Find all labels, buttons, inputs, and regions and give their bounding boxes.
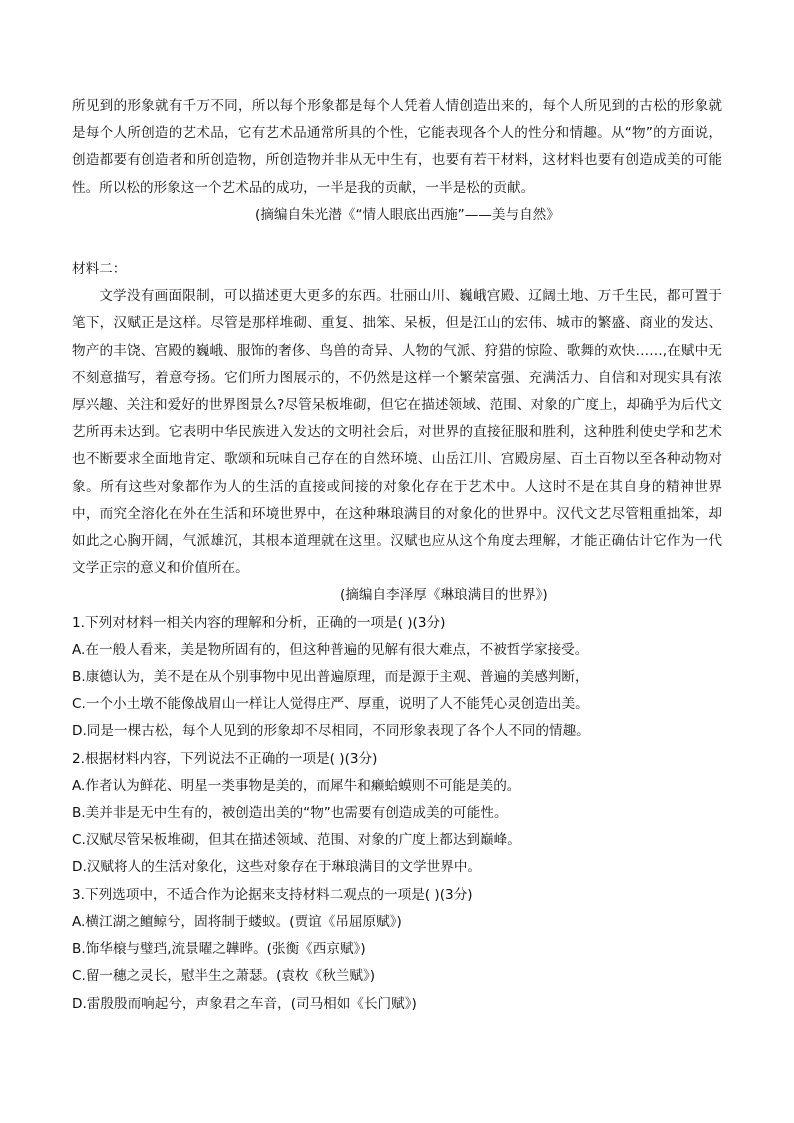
material2-source: (摘编自李泽厚《琳琅满目的世界》) xyxy=(340,587,548,604)
question-1-option-a: A.在一般人看来，美是物所固有的，但这种普遍的见解有很大难点，不被哲学家接受。 xyxy=(72,641,589,658)
question-3-option-a: A.横江湖之鳣鲸兮，固将制于蝼蚁。(贾谊《吊屈原赋》) xyxy=(72,913,402,930)
question-2-option-c: C.汉赋尽管呆板堆砌，但其在描述领域、范围、对象的广度上都达到巅峰。 xyxy=(72,832,521,849)
question-1-stem: 1.下列对材料一相关内容的理解和分析，正确的一项是( )(3分) xyxy=(72,614,446,631)
question-3-option-b: B.饰华榱与璧珰,流景曜之韡晔。(张衡《西京赋》) xyxy=(72,941,366,958)
question-2-option-a: A.作者认为鲜花、明星一类事物是美的，而犀牛和癞蛤蟆则不可能是美的。 xyxy=(72,777,521,794)
question-2-stem: 2.根据材料内容，下列说法不正确的一项是( )(3分) xyxy=(72,750,378,767)
question-2-option-d: D.汉赋将人的生活对象化，这些对象存在于琳琅满目的文学世界中。 xyxy=(72,859,482,876)
material1-paragraph: 所见到的形象就有千万不同，所以每个形象都是每个人凭着人情创造出来的，每个人所见到的古松的形象就是每个人所创造的艺术品，它有艺术品通常所具的个性，它能表现各个人的性分和情趣。从“物”的方面说，创造都要有创造者和所创造物，所创造物并非从无中生有，也要有若干材料，这材料也要有创造成美的可能性。所以松的形象这一个艺术品的成功，一半是我的贡献，一半是松的贡献。 xyxy=(72,98,722,196)
question-2 xyxy=(72,746,722,882)
question-1-option-d: D.同是一棵古松，每个人见到的形象却不尽相同，不同形象表现了各个人不同的情趣。 xyxy=(72,723,590,740)
question-3-option-c: C.留一穗之灵长，慰半生之萧瑟。(袁枚《秋兰赋》) xyxy=(72,968,376,985)
material1-source: (摘编自朱光潜《“情人眼底出西施”——美与自然》 xyxy=(255,206,560,223)
question-3-option-d: D.雷殷殷而响起兮，声象君之车音，(司马相如《长门赋》) xyxy=(72,995,417,1012)
question-1 xyxy=(72,610,722,746)
question-2-option-b: B.美并非是无中生有的，被创造出美的“物”也需要有创造成美的可能性。 xyxy=(72,805,508,822)
material2-label: 材料二： xyxy=(72,261,127,278)
material2-paragraph: 文学没有画面限制，可以描述更大更多的东西。壮丽山川、巍峨宫殿、辽阔土地、万千生民，都可置于笔下，汉赋正是这样。尽管是那样堆砌、重复、拙笨、呆板，但是江山的宏伟、城市的繁盛、商业的发达、物产的丰饶、宫殿的巍峨、服饰的奢侈、鸟兽的奇异、人物的气派、狩猎的惊险、歌舞的欢快……,在赋中无不刻意描写，着意夸扬。它们所力图展示的，不仍然是这样一个繁荣富强、充满活力、自信和对现实具有浓厚兴趣、关注和爱好的世界图景么?尽管呆板堆砌，但它在描述领域、范围、对象的广度上，却确乎为后代文艺所再未达到。它表明中华民族进入发达的文明社会后，对世界的直接征服和胜利，这种胜利使史学和艺术也不断要求全面地肯定、歌颂和玩味自己存在的自然环境、山岳江川、宫殿房屋、百土百物以至各种动物对象。所有这些对象都作为人的生活的直接或间接的对象化存在于艺术中。人这时不是在其自身的精神世界中，而究全溶化在外在生活和环境世界中，在这种琳琅满目的对象化的世界中。汉代文艺尽管粗重拙笨，却如此之心胸开阔，气派雄沉，其根本道理就在这里。汉赋也应从这个角度去理解，才能正确估计它作为一代文学正宗的意义和价值所在。 xyxy=(72,288,722,577)
question-3-stem: 3.下列选项中，不适合作为论据来支持材料二观点的一项是( )(3分) xyxy=(72,886,473,903)
question-1-option-c: C.一个小土墩不能像战眉山一样让人觉得庄严、厚重，说明了人不能凭心灵创造出美。 xyxy=(72,696,589,713)
question-1-option-b: B.康德认为，美不是在从个别事物中见出普遍原理，而是源于主观、普遍的美感判断， xyxy=(72,669,589,686)
exam-page xyxy=(72,93,722,1018)
question-3 xyxy=(72,882,722,1018)
section-gap xyxy=(72,229,722,256)
